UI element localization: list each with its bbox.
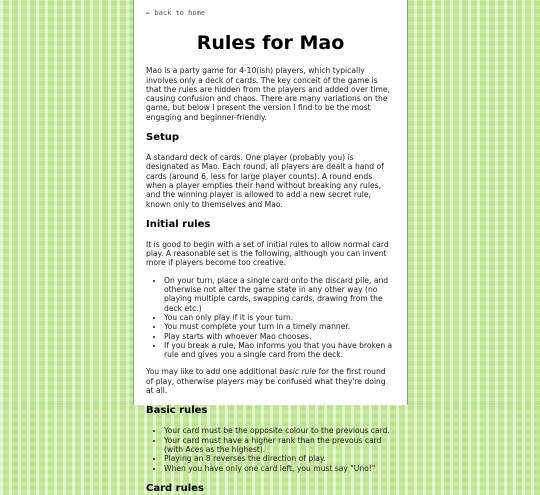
initial-rules-list [146,276,395,360]
initial-rules-heading: Initial rules [146,218,211,230]
basic-rules-list [146,426,395,472]
intro-paragraph: Mao is a party game for 4-10(ish) players, which typically involves only a deck of cards. The key conceit of the game is that the rules are hidden from the players and added over time, causing confusion and chaos. There are many variations on the game, but below I present the version I find to be the most engaging and beginner-friendly. [146,66,390,122]
back-to-home-link[interactable]: ← back to home [146,9,206,17]
outro-text-start: You may like to add one additional [146,367,280,377]
list-item: • You can only play if it is your turn. [164,313,395,322]
initial-rules-intro: It is good to begin with a set of initial rules to allow normal card play. A reasonable set is the following, although you can invent more if players become too creative. [146,239,389,268]
page-title: Rules for Mao [196,32,345,55]
list-item: • Playing an 8 reverses the direction of play. [164,454,395,463]
list-item: • On your turn, place a single card onto the discard pile, and otherwise not alter the game state in any other way (no playing multiple cards, swapping cards, drawing from the deck etc.) [164,276,395,313]
list-item: • When you have only one card left, you must say "Uno!" [164,464,395,473]
list-item: • Your card must be the opposite colour to the previous card. [164,426,395,435]
outro-emphasis: basic rule [279,367,317,377]
article-page [133,0,408,494]
list-item: • Your card must have a higher rank than the prevous card (with Aces as the highest). [164,436,395,455]
initial-rules-outro [146,367,395,395]
setup-paragraph: A standard deck of cards. One player (probably you) is designated as Mao. Each round, all players are dealt a hand of cards (around 6, less for large player counts). A round ends when a player empties their hand without breaking any rules, and the winning player is allowed to add a new secret rule, known only to themselves and Mao. [146,153,384,209]
outro-text-end: for the first round of play, otherwise players may be confused what they're doing at all. [146,367,386,396]
list-item: • Play starts with whoever Mao chooses. [164,332,395,341]
setup-heading: Setup [146,132,180,144]
list-item: • If you break a rule, Mao informs you that you have broken a rule and gives you a single card from the deck. [164,341,395,360]
card-rules-heading: Card rules [146,482,204,494]
list-item: • You must complete your turn in a timely manner. [164,322,395,331]
basic-rules-heading: Basic rules [146,405,208,417]
